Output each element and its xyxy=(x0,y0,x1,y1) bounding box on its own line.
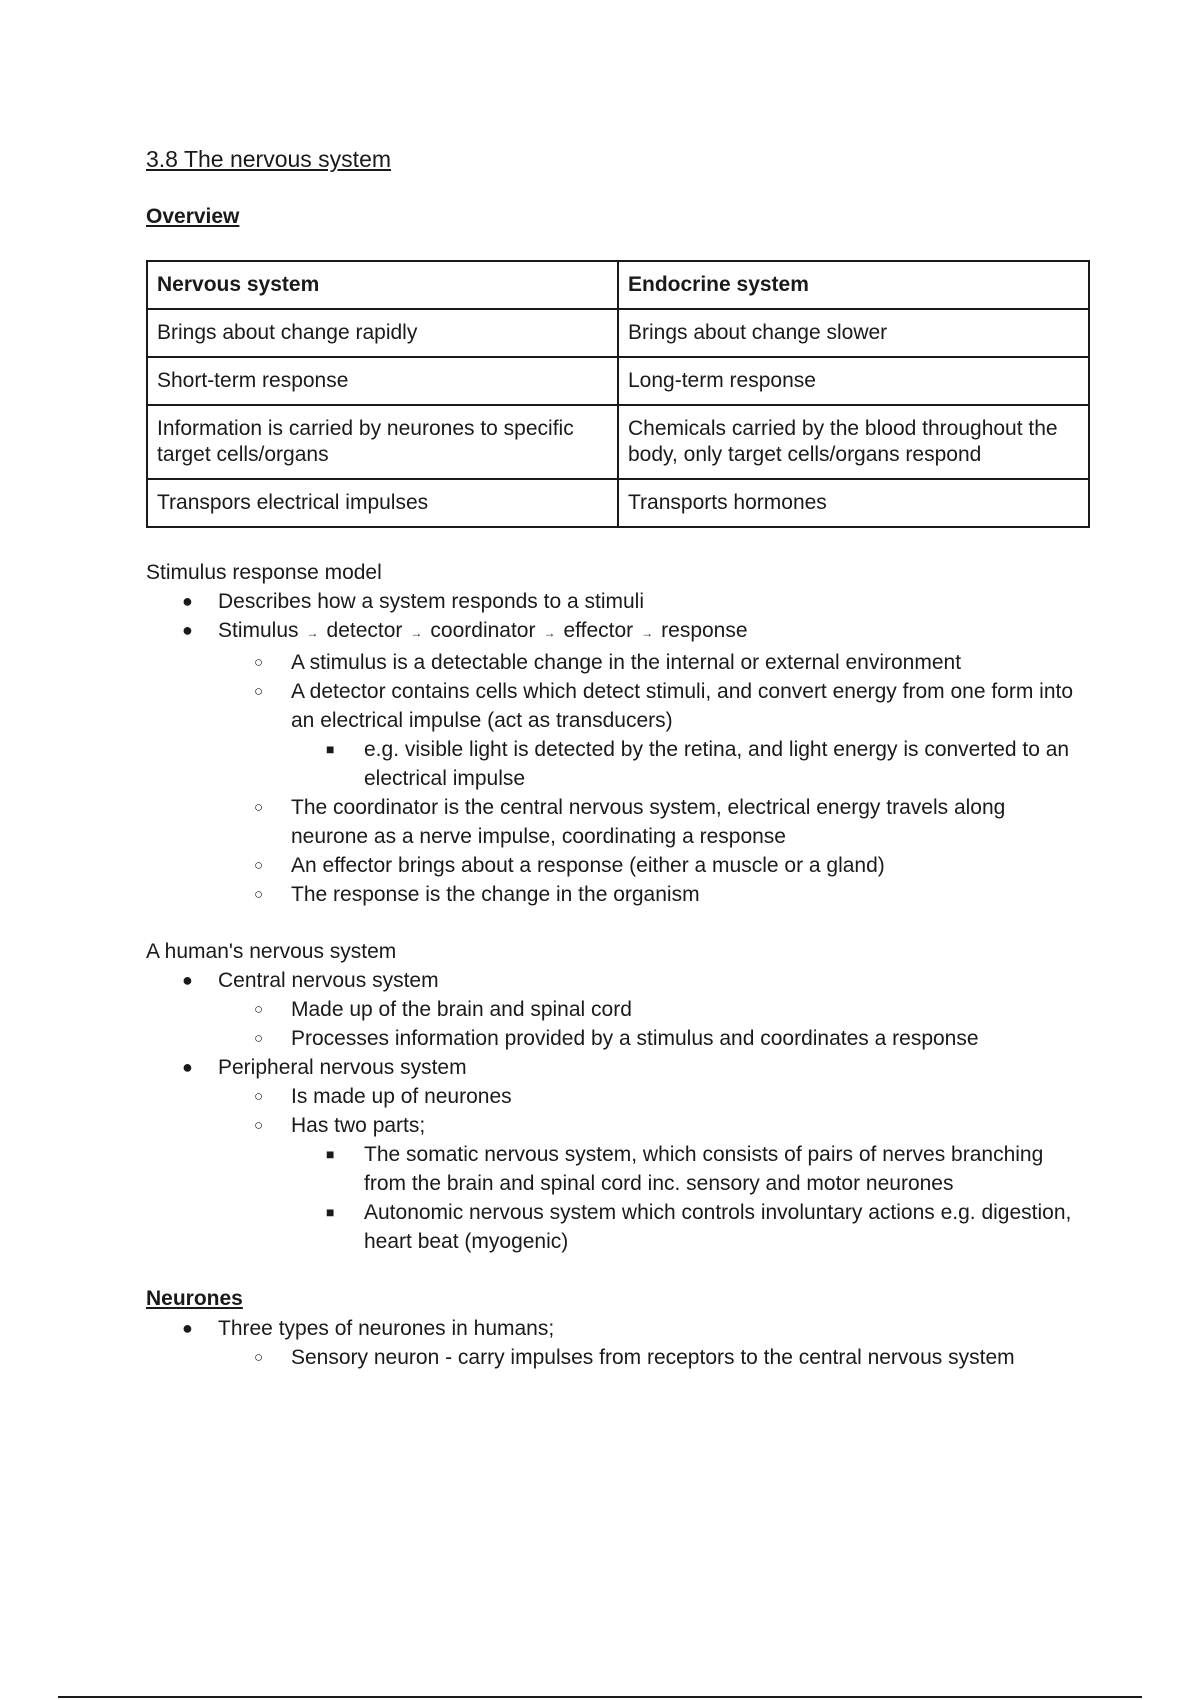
comparison-table xyxy=(146,260,1090,528)
list-item xyxy=(146,735,1086,793)
table-cell: Transpors electrical impulses xyxy=(147,479,618,527)
bullet-disc-icon: ● xyxy=(182,1318,193,1338)
list-item xyxy=(146,587,1086,616)
list-item xyxy=(146,648,1086,677)
chain-step: coordinator xyxy=(430,619,536,642)
document-content xyxy=(146,142,1086,1372)
list-item-text: An effector brings about a response (either a muscle or a gland) xyxy=(291,854,885,877)
list-item xyxy=(146,1053,1086,1082)
table-cell: Brings about change rapidly xyxy=(147,309,618,357)
table-row xyxy=(147,405,1089,479)
list-item xyxy=(146,793,1086,851)
human-list xyxy=(146,966,1086,995)
table-cell: Transports hormones xyxy=(618,479,1089,527)
list-item xyxy=(146,1024,1086,1053)
bullet-disc-icon: ● xyxy=(182,1057,193,1077)
arrow-right-icon: → xyxy=(641,626,654,640)
list-item-text: Processes information provided by a stimulus and coordinates a response xyxy=(291,1027,979,1050)
bullet-circle-icon: ○ xyxy=(254,886,264,903)
table-cell: Chemicals carried by the blood throughout the body, only target cells/organs respond xyxy=(618,405,1089,479)
table-cell: Long-term response xyxy=(618,357,1089,405)
bullet-circle-icon: ○ xyxy=(254,1349,264,1366)
bullet-circle-icon: ○ xyxy=(254,683,264,700)
table-row xyxy=(147,479,1089,527)
pns-sublist xyxy=(146,1082,1086,1140)
chain-step: effector xyxy=(563,619,634,642)
list-item xyxy=(146,1082,1086,1111)
arrow-right-icon: → xyxy=(410,626,423,640)
list-item-text: Three types of neurones in humans; xyxy=(218,1317,555,1340)
list-item xyxy=(146,1343,1086,1372)
bullet-square-icon: ■ xyxy=(326,741,335,757)
list-item-text: Made up of the brain and spinal cord xyxy=(291,998,632,1021)
bullet-circle-icon: ○ xyxy=(254,1117,264,1134)
human-nervous-system-label: A human's nervous system xyxy=(146,940,397,963)
list-item xyxy=(146,1111,1086,1140)
list-item xyxy=(146,995,1086,1024)
table-cell: Information is carried by neurones to specific target cells/organs xyxy=(147,405,618,479)
neurones-list xyxy=(146,1314,1086,1343)
table-header-row xyxy=(147,261,1089,309)
list-item-text: e.g. visible light is detected by the retina, and light energy is converted to an electrical impulse xyxy=(364,738,1070,790)
list-item-text: The coordinator is the central nervous system, electrical energy travels along neurone as a nerve impulse, coordinating a response xyxy=(291,796,1006,848)
bullet-circle-icon: ○ xyxy=(254,1001,264,1018)
list-item-text: Autonomic nervous system which controls involuntary actions e.g. digestion, heart beat (myogenic) xyxy=(364,1201,1072,1253)
bullet-square-icon: ■ xyxy=(326,1146,335,1162)
list-item xyxy=(146,677,1086,735)
pns-parts-sublist xyxy=(146,1140,1086,1256)
detector-sublist xyxy=(146,735,1086,793)
list-item xyxy=(146,1314,1086,1343)
stimulus-sublist-continued xyxy=(146,793,1086,909)
overview-heading: Overview xyxy=(146,205,240,228)
list-item-text: Describes how a system responds to a stimuli xyxy=(218,590,644,613)
footer-divider xyxy=(58,1696,1142,1698)
list-item-text: The somatic nervous system, which consists of pairs of nerves branching from the brain and spinal cord inc. sensory and motor neurones xyxy=(364,1143,1044,1195)
stimulus-sublist xyxy=(146,648,1086,735)
bullet-circle-icon: ○ xyxy=(254,1030,264,1047)
list-item xyxy=(146,851,1086,880)
list-item-text: Peripheral nervous system xyxy=(218,1056,467,1079)
chain-step: detector xyxy=(326,619,403,642)
list-item xyxy=(146,966,1086,995)
list-item xyxy=(146,1140,1086,1198)
bullet-disc-icon: ● xyxy=(182,970,193,990)
list-item xyxy=(146,1198,1086,1256)
table-cell: Brings about change slower xyxy=(618,309,1089,357)
list-item-text: Has two parts; xyxy=(291,1114,426,1137)
list-item xyxy=(146,616,1086,648)
chain-step: Stimulus xyxy=(218,619,299,642)
neurones-heading: Neurones xyxy=(146,1287,243,1310)
bullet-square-icon: ■ xyxy=(326,1204,335,1220)
table-row xyxy=(147,309,1089,357)
chain-step: response xyxy=(661,619,748,642)
table-header-cell: Endocrine system xyxy=(618,261,1089,309)
table-header-cell: Nervous system xyxy=(147,261,618,309)
list-item xyxy=(146,880,1086,909)
table-cell: Short-term response xyxy=(147,357,618,405)
stimulus-list xyxy=(146,587,1086,648)
list-item-text: A detector contains cells which detect stimuli, and convert energy from one form into an electrical impulse (act as transducers) xyxy=(291,680,1074,732)
stimulus-response-label: Stimulus response model xyxy=(146,561,382,584)
bullet-circle-icon: ○ xyxy=(254,857,264,874)
bullet-circle-icon: ○ xyxy=(254,654,264,671)
list-item-text: Is made up of neurones xyxy=(291,1085,512,1108)
bullet-circle-icon: ○ xyxy=(254,1088,264,1105)
list-item-text: Sensory neuron - carry impulses from receptors to the central nervous system xyxy=(291,1346,1015,1369)
list-item-text: A stimulus is a detectable change in the internal or external environment xyxy=(291,651,962,674)
arrow-right-icon: → xyxy=(543,626,556,640)
neurones-sublist xyxy=(146,1343,1086,1372)
list-item-text: Central nervous system xyxy=(218,969,439,992)
bullet-disc-icon: ● xyxy=(182,591,193,611)
arrow-right-icon: → xyxy=(306,626,319,640)
bullet-disc-icon: ● xyxy=(182,620,193,640)
cns-sublist xyxy=(146,995,1086,1053)
table-row xyxy=(147,357,1089,405)
list-item-text: The response is the change in the organism xyxy=(291,883,700,906)
page-title: 3.8 The nervous system xyxy=(146,146,392,172)
human-list-continued xyxy=(146,1053,1086,1082)
bullet-circle-icon: ○ xyxy=(254,799,264,816)
